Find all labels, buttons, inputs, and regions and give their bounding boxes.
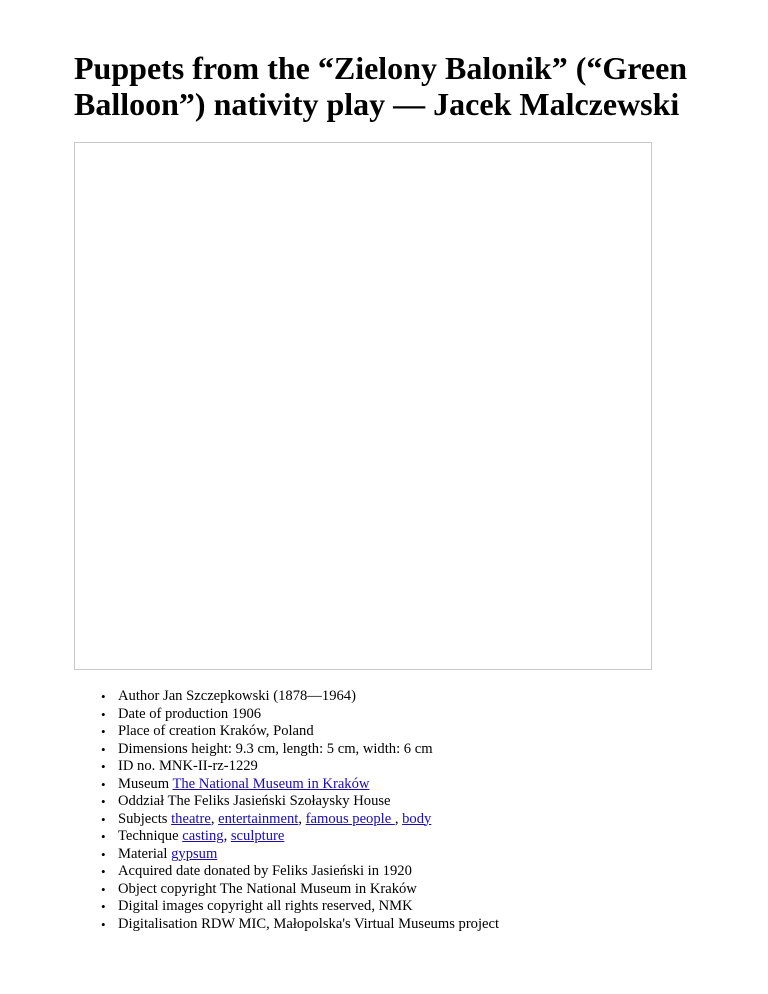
detail-museum: [118, 776, 694, 794]
detail-material: [118, 846, 694, 864]
subject-link-body[interactable]: body: [402, 810, 432, 827]
detail-acquired-date: [118, 863, 694, 881]
museum-link[interactable]: The National Museum in Kraków: [172, 775, 370, 792]
detail-value: Jan Szczepkowski (1878—1964): [163, 688, 356, 704]
detail-label: Author: [118, 688, 160, 704]
detail-value: MNK-II-rz-1229: [158, 758, 258, 774]
detail-subjects: • Subjects theatre, entertainment, famous people , body: [118, 811, 694, 829]
detail-date-of-production: [118, 706, 694, 724]
detail-label: Museum: [118, 775, 170, 792]
detail-label: Place of creation: [118, 723, 217, 739]
subject-link-theatre[interactable]: theatre: [171, 810, 211, 827]
detail-label: Object copyright: [118, 880, 217, 897]
detail-label: Subjects: [118, 810, 168, 827]
detail-value: RDW MIC, Małopolska's Virtual Museums project: [201, 915, 500, 932]
detail-digital-images-copyright: [118, 898, 694, 916]
detail-value: The Feliks Jasieński Szołaysky House: [167, 793, 391, 809]
detail-value: Kraków, Poland: [219, 723, 314, 739]
subject-link-famous-people[interactable]: famous people: [305, 810, 395, 827]
subject-link-entertainment[interactable]: entertainment: [218, 810, 299, 827]
detail-label: Technique: [118, 828, 179, 844]
detail-technique: • Technique casting, sculpture: [118, 828, 694, 846]
detail-value: donated by Feliks Jasieński in 1920: [203, 863, 412, 879]
page-content: [74, 0, 694, 933]
detail-label: Date of production: [118, 705, 229, 722]
detail-label: Oddział: [118, 793, 165, 809]
details-list: [74, 688, 694, 933]
detail-object-copyright: [118, 881, 694, 899]
page-title: Puppets from the “Zielony Balonik” (“Green Balloon”) nativity play — Jacek Malczewski: [74, 50, 688, 122]
detail-value: all rights reserved, NMK: [266, 898, 413, 914]
detail-place-of-creation: [118, 723, 694, 741]
detail-value: The National Museum in Kraków: [219, 880, 417, 897]
detail-value: height: 9.3 cm, length: 5 cm, width: 6 cm: [191, 740, 433, 757]
detail-label: Dimensions: [118, 740, 188, 757]
detail-author: [118, 688, 694, 706]
detail-digitalisation: [118, 916, 694, 934]
detail-id-no: [118, 758, 694, 776]
detail-oddzial: [118, 793, 694, 811]
detail-label: Material: [118, 845, 168, 862]
detail-value: 1906: [231, 705, 262, 722]
detail-dimensions: [118, 741, 694, 759]
detail-label: ID no.: [118, 758, 156, 774]
artwork-image-placeholder: [74, 142, 652, 670]
technique-link-sculpture[interactable]: sculpture: [230, 828, 285, 844]
detail-label: Acquired date: [118, 863, 201, 879]
material-link-gypsum[interactable]: gypsum: [171, 845, 218, 862]
detail-label: Digitalisation: [118, 915, 198, 932]
detail-label: Digital images copyright: [118, 898, 264, 914]
technique-link-casting[interactable]: casting: [182, 828, 224, 844]
